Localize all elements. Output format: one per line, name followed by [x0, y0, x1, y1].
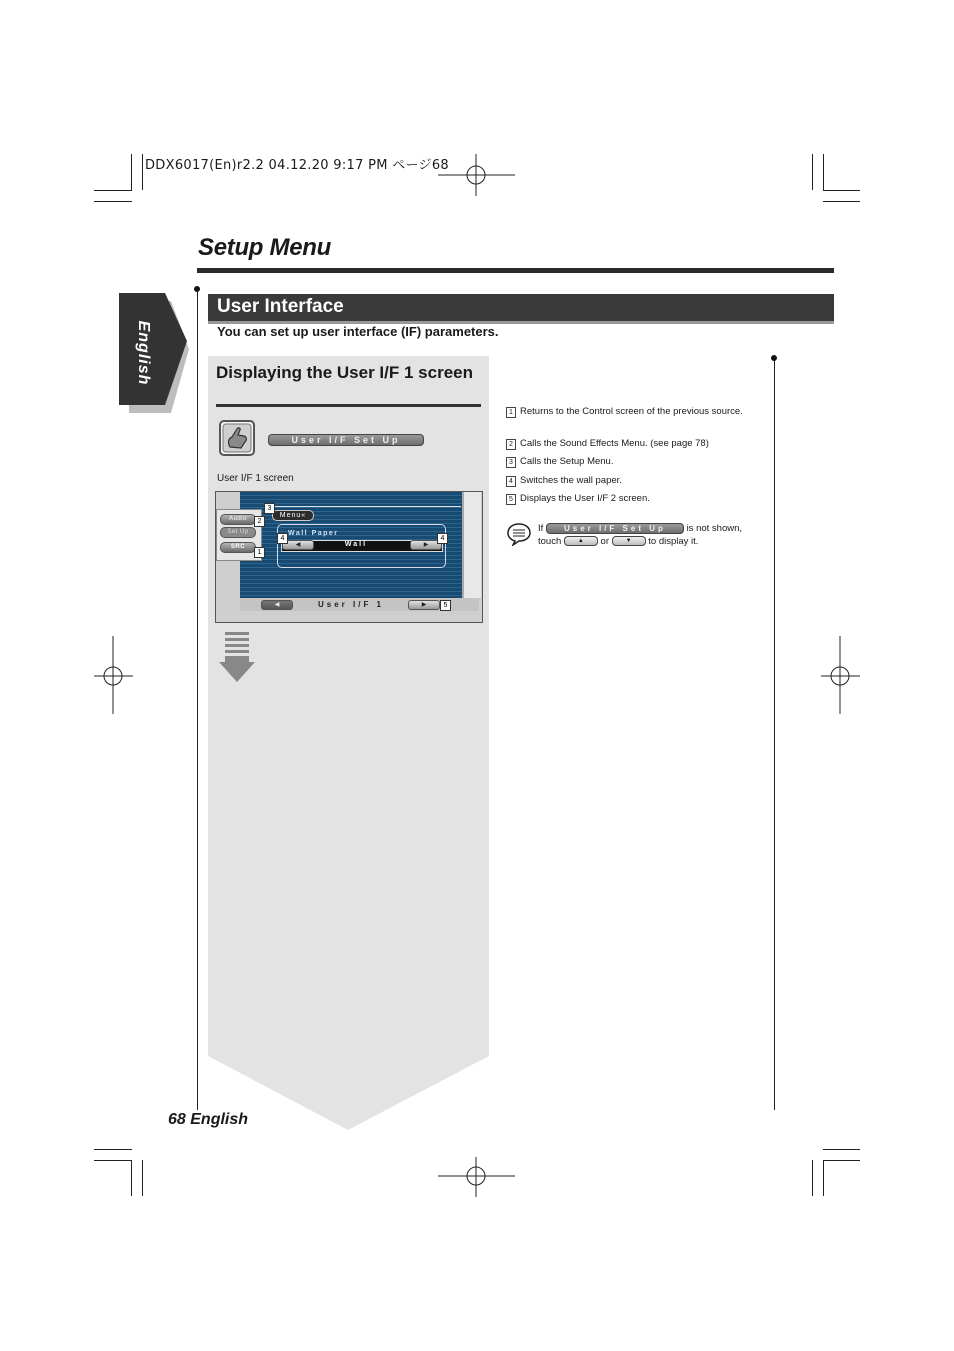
- wall-paper-right-button[interactable]: ▶: [410, 540, 442, 550]
- note-touch: touch: [538, 536, 562, 547]
- description-text: Displays the User I/F 2 screen.: [520, 493, 650, 504]
- description-number: 3: [506, 457, 516, 468]
- note-not-shown: is not shown,: [686, 523, 743, 535]
- scroll-up-button[interactable]: ▲: [564, 536, 598, 546]
- callout-2: 2: [254, 516, 265, 527]
- callout-5: 5: [440, 600, 451, 611]
- note-if: If: [538, 523, 544, 535]
- description-text: Calls the Sound Effects Menu. (see page 78): [520, 438, 709, 449]
- down-arrow-icon: [219, 632, 257, 684]
- note-line-1: [538, 523, 742, 534]
- right-margin-rule: [774, 360, 775, 1110]
- src-button[interactable]: SRC: [220, 542, 256, 553]
- callout-4-right: 4: [437, 533, 448, 544]
- description-item-3: [506, 455, 756, 469]
- step-title: Displaying the User I/F 1 screen: [216, 363, 473, 382]
- note-speech-icon: [506, 522, 532, 546]
- note-display: to display it.: [648, 536, 699, 547]
- description-item-1: [506, 405, 756, 419]
- section-header: [208, 294, 834, 324]
- page-title: Setup Menu: [198, 234, 331, 261]
- note-or: or: [600, 536, 609, 547]
- wall-paper-label: Wall Paper: [288, 530, 339, 537]
- user-if-setup-button[interactable]: User I/F Set Up: [268, 434, 424, 446]
- screen-caption: User I/F 1 screen: [217, 473, 294, 484]
- screen-top-line: [264, 506, 461, 507]
- language-tab: [119, 293, 189, 413]
- language-tab-label: English: [135, 320, 152, 386]
- note-setup-button[interactable]: User I/F Set Up: [546, 523, 684, 534]
- next-screen-button[interactable]: ▶: [408, 600, 440, 610]
- description-number: 4: [506, 476, 516, 487]
- description-text: Switches the wall paper.: [520, 475, 622, 486]
- right-margin-dot: [771, 355, 777, 361]
- description-text: Returns to the Control screen of the previous source.: [520, 406, 743, 417]
- wall-paper-value: Wall: [344, 541, 368, 548]
- print-header: DDX6017(En)r2.2 04.12.20 9:17 PM ページ68: [145, 158, 449, 173]
- note-line-2: [538, 536, 698, 547]
- description-number: 2: [506, 439, 516, 450]
- title-rule: [197, 268, 834, 273]
- description-item-2: [506, 437, 756, 451]
- screen-title-label: User I/F 1: [317, 600, 384, 609]
- left-margin-rule: [197, 292, 198, 1110]
- callout-3: 3: [264, 503, 275, 514]
- audio-button[interactable]: Audio: [220, 514, 256, 525]
- step-title-rule: [216, 404, 481, 407]
- description-number: 5: [506, 494, 516, 505]
- setup-side-button[interactable]: Set Up: [220, 527, 256, 538]
- section-title: User Interface: [217, 296, 344, 317]
- description-item-5: [506, 492, 756, 506]
- left-margin-dot: [194, 286, 200, 292]
- description-text: Calls the Setup Menu.: [520, 456, 614, 467]
- section-subtitle: You can set up user interface (IF) parameters.: [217, 324, 499, 339]
- description-item-4: [506, 474, 756, 488]
- callout-4-left: 4: [277, 533, 288, 544]
- screen-right-strip: [462, 492, 481, 598]
- scroll-down-button[interactable]: ▼: [612, 536, 646, 546]
- prev-screen-button[interactable]: ◀: [261, 600, 293, 610]
- page-footer: 68 English: [168, 1111, 249, 1128]
- touch-hand-icon: [219, 420, 255, 456]
- menu-button[interactable]: Menu«: [272, 510, 314, 521]
- callout-1: 1: [254, 547, 265, 558]
- description-number: 1: [506, 407, 516, 418]
- wall-paper-left-button[interactable]: ◀: [282, 540, 314, 550]
